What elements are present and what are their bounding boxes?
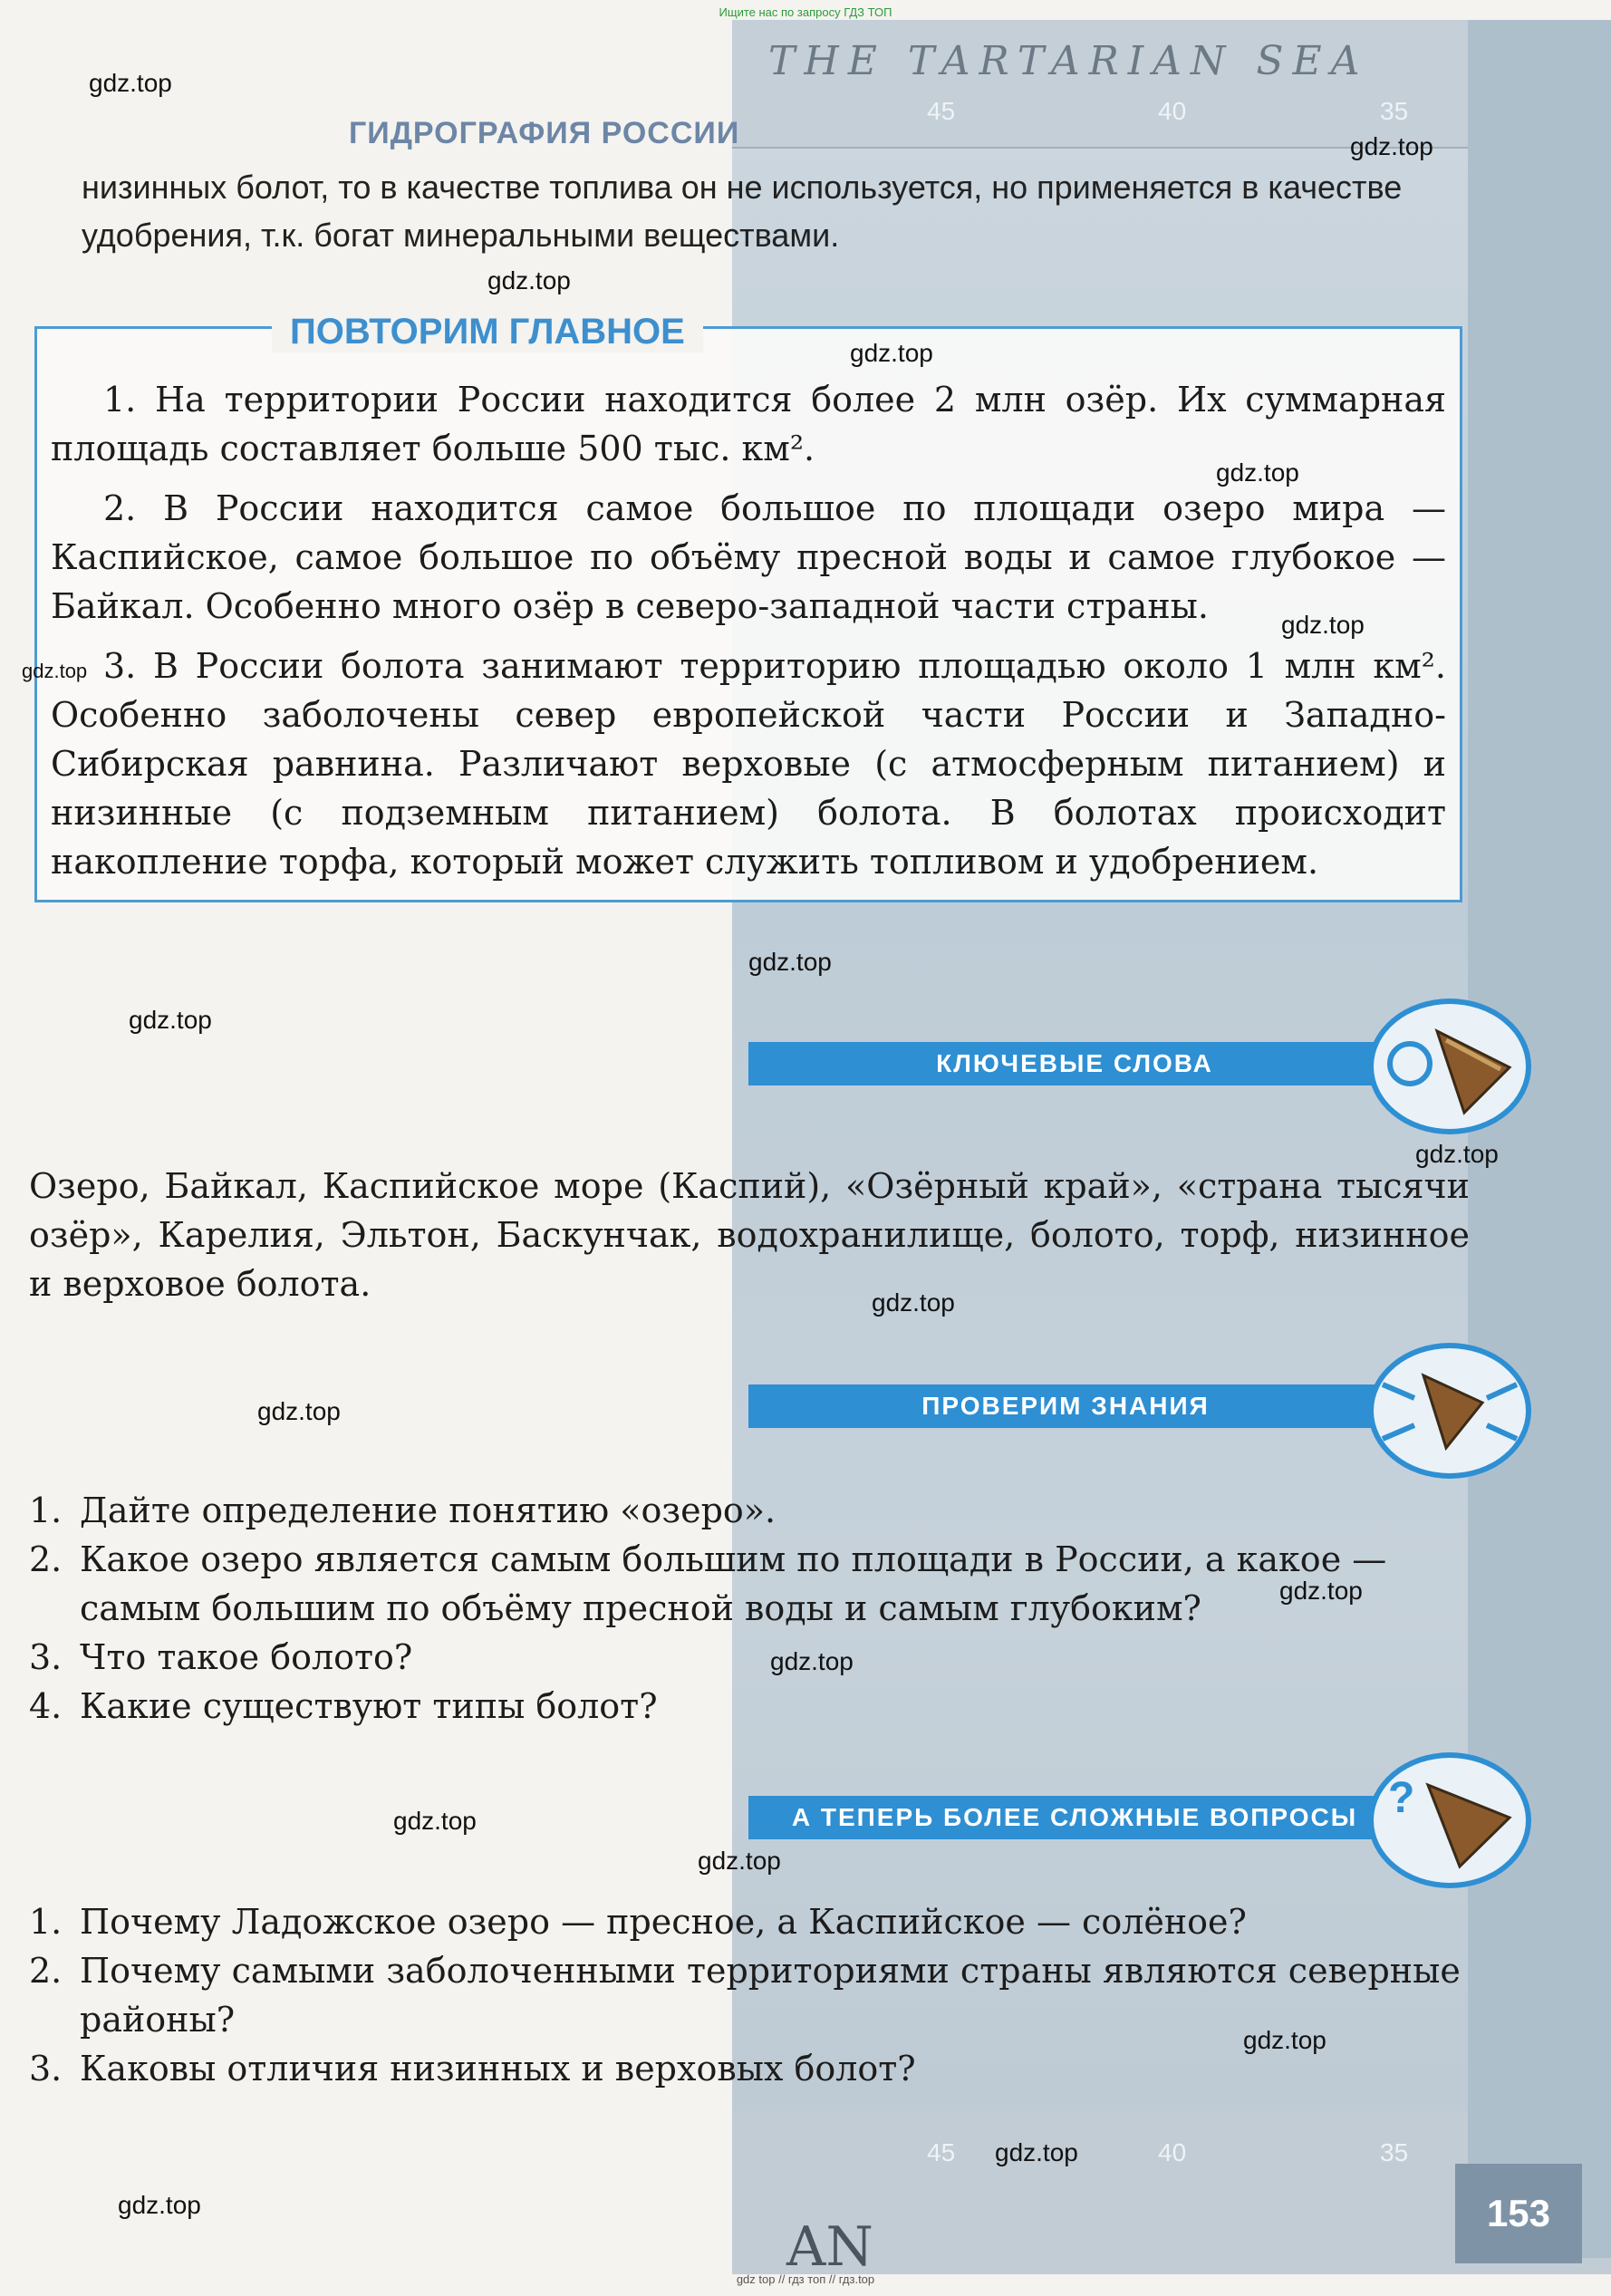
summary-paragraph: 2. В России находится самое большое по площади озеро мира — Каспийское, самое большое по объёму пресной воды и самое глубокое — Байкал. Особенно много озёр в северо-западной части страны.	[51, 488, 1446, 626]
question-number: 2.	[29, 1951, 63, 1991]
list-item	[29, 1897, 1470, 1946]
watermark: gdz.top	[1415, 1140, 1499, 1168]
hard-questions	[29, 1897, 1470, 2093]
summary-paragraph: 3. В России болота занимают территорию площадью около 1 млн км². Особенно заболочены север европейской части России и Западно-Сибирская равнина. Различают верховые (с атмосферным питанием) и низинные (с подземным питанием) болота. В болотах происходит накопление торфа, который может служить топливом и удобрением.	[51, 646, 1446, 882]
question-number: 4.	[29, 1686, 63, 1726]
watermark: gdz.top	[748, 948, 832, 976]
question-text: Что такое болото?	[80, 1637, 413, 1677]
map-number: 40	[1158, 2138, 1187, 2166]
watermark: gdz.top	[393, 1807, 477, 1835]
watermark: gdz.top	[487, 266, 571, 294]
watermark: gdz.top	[1279, 1577, 1363, 1605]
watermark: gdz.top	[118, 2191, 201, 2219]
watermark: gdz.top	[1281, 611, 1365, 639]
list-item	[29, 1682, 1470, 1731]
page-header: ГИДРОГРАФИЯ РОССИИ	[349, 116, 740, 150]
question-text: Почему самыми заболоченными территориями страны являются северные районы?	[80, 1951, 1461, 2040]
list-item	[29, 1535, 1470, 1633]
question-text: Какое озеро является самым большим по площади в России, а какое — самым большим по объёму пресной воды и самым глубоким?	[80, 1539, 1387, 1628]
question-text: Какие существуют типы болот?	[80, 1686, 658, 1726]
map-right-edge	[1468, 20, 1611, 2258]
map-number: 35	[1380, 97, 1409, 125]
watermark: gdz.top	[1350, 132, 1433, 160]
list-item	[29, 1633, 1470, 1682]
summary-text	[51, 375, 1446, 897]
check-question-list	[29, 1486, 1470, 1731]
watermark: gdz.top	[1243, 2026, 1326, 2054]
map-number: 45	[927, 2138, 956, 2166]
map-number: 35	[1380, 2138, 1409, 2166]
hard-question-list	[29, 1897, 1470, 2093]
sextant-arrows-icon-drawing	[1374, 1348, 1526, 1473]
sextant-question-icon-drawing	[1374, 1758, 1526, 1883]
intro-paragraph: низинных болот, то в качестве топлива он не используется, но применяется в качестве удобрения, т.к. богат минеральными веществами.	[82, 169, 1403, 254]
question-number: 3.	[29, 2049, 63, 2089]
question-number: 3.	[29, 1637, 63, 1677]
check-banner: ПРОВЕРИМ ЗНАНИЯ	[748, 1384, 1383, 1428]
watermark: gdz.top	[257, 1397, 341, 1425]
bottom-note: gdz top // гдз топ // гдз.top	[736, 2272, 875, 2286]
sextant-question-icon	[1368, 1752, 1531, 1888]
top-note: Ищите нас по запросу ГДЗ ТОП	[719, 5, 892, 19]
question-number: 2.	[29, 1539, 63, 1579]
watermark: gdz.top	[1216, 458, 1299, 487]
watermark: gdz.top	[698, 1847, 781, 1875]
watermark: gdz.top	[995, 2138, 1078, 2166]
sextant-icon-drawing	[1374, 1004, 1526, 1129]
watermark: gdz.top	[22, 660, 88, 682]
summary-title: ПОВТОРИМ ГЛАВНОЕ	[272, 312, 703, 352]
keywords-banner: КЛЮЧЕВЫЕ СЛОВА	[748, 1042, 1401, 1085]
watermark: gdz.top	[850, 339, 933, 367]
summary-paragraph: 1. На территории России находится более 2 млн озёр. Их суммарная площадь составляет больше 500 тыс. км².	[51, 380, 1446, 468]
question-text: Каковы отличия низинных и верховых болот?	[80, 2049, 916, 2089]
list-item	[29, 1486, 1470, 1535]
map-number: 45	[927, 97, 956, 125]
question-text: Почему Ладожское озеро — пресное, а Каспийское — солёное?	[80, 1902, 1247, 1942]
page-number: 153	[1455, 2164, 1582, 2263]
map-number: 40	[1158, 97, 1187, 125]
map-sea-label: THE TARTARIAN SEA	[768, 38, 1369, 84]
sextant-arrows-icon	[1368, 1343, 1531, 1479]
map-letters: AN	[786, 2215, 873, 2279]
question-text: Дайте определение понятию «озеро».	[80, 1490, 777, 1530]
question-number: 1.	[29, 1902, 63, 1942]
watermark: gdz.top	[872, 1288, 955, 1317]
keywords-text: Озеро, Байкал, Каспийское море (Каспий), «Озёрный край», «страна тысячи озёр», Карелия, Эльтон, Баскунчак, водохранилище, болото, торф, низинное и верховое болота.	[29, 1166, 1470, 1304]
watermark: gdz.top	[129, 1006, 212, 1034]
question-number: 1.	[29, 1490, 63, 1530]
svg-text:?: ?	[1388, 1774, 1415, 1822]
check-questions	[29, 1486, 1470, 1731]
hard-banner: А ТЕПЕРЬ БОЛЕЕ СЛОЖНЫЕ ВОПРОСЫ	[748, 1796, 1401, 1839]
sextant-icon	[1368, 998, 1531, 1134]
watermark: gdz.top	[89, 69, 172, 97]
watermark: gdz.top	[770, 1647, 854, 1675]
